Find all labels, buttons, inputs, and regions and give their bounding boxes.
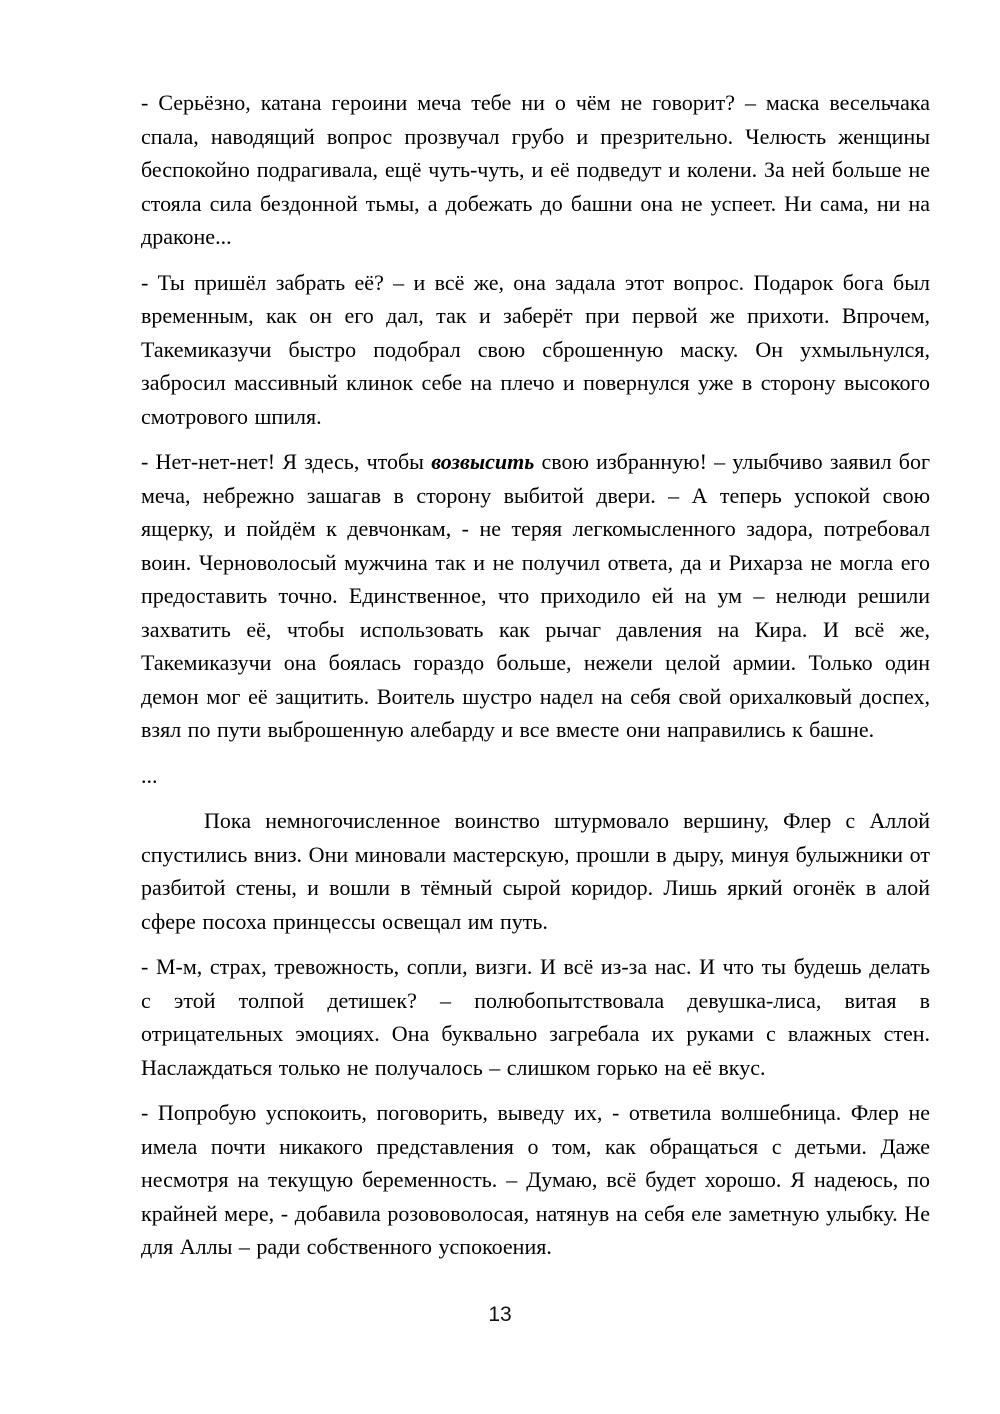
text-segment: свою избранную! – улыбчиво заявил бог меча, небрежно зашагав в сторону выбитой двери. – А теперь успокой свою ящерку, и пойдём к девчонкам, - не теряя легкомысленного задора, потребовал воин. Черноволосый мужчина так и не получил ответа, да и Рихарза не могла его предоставить точно. Единственное, что приходило ей на ум – нелюди решили захватить её, чтобы использовать как рычаг давления на Кира. И всё же, Такемиказучи она боялась гораздо больше, нежели целой армии. Только один демон мог её защитить. Воитель шустро надел на себя свой орихалковый доспех, взял по пути выброшенную алебарду и все вместе они направились к башне. [141, 449, 931, 742]
paragraph [141, 804, 930, 938]
text-segment: - М-м, страх, тревожность, сопли, визги. И всё из-за нас. И что ты будешь делать с этой толпой детишек? – полюбопытствовала девушка-лиса, витая в отрицательных эмоциях. Она буквально загребала их руками с влажных стен. Наслаждаться только не получалось – слишком горько на её вкус. [141, 954, 930, 1080]
document-content [141, 86, 930, 1276]
paragraph [141, 266, 930, 434]
page-number: 13 [488, 1303, 512, 1326]
text-segment: - Нет-нет-нет! Я здесь, чтобы [141, 449, 432, 474]
text-segment: - Серьёзно, катана героини меча тебе ни о чём не говорит? – маска весельчака спала, наводящий вопрос прозвучал грубо и презрительно. Челюсть женщины беспокойно подрагивала, ещё чуть-чуть, и её подведут и колени. За ней больше не стояла сила бездонной тьмы, а добежать до башни она не успеет. Ни сама, ни на драконе... [141, 90, 930, 249]
text-segment: - Ты пришёл забрать её? – и всё же, она задала этот вопрос. Подарок бога был временным, как он его дал, так и заберёт при первой же прихоти. Впрочем, Такемиказучи быстро подобрал свою сброшенную маску. Он ухмыльнулся, забросил массивный клинок себе на плечо и повернулся уже в сторону высокого смотрового шпиля. [141, 269, 930, 429]
paragraph [141, 86, 930, 254]
paragraph [141, 445, 930, 747]
text-segment: - Попробую успокоить, поговорить, выведу их, - ответила волшебница. Флер не имела почти никакого представления о том, как обращаться с детьми. Даже несмотря на текущую беременность. – Думаю, всё будет хорошо. Я надеюсь, по крайней мере, - добавила розововолосая, натянув на себя еле заметную улыбку. Не для Аллы – ради собственного успокоения. [141, 1100, 930, 1259]
paragraph [141, 950, 930, 1084]
paragraph [141, 1096, 930, 1264]
paragraph [141, 759, 930, 793]
text-segment: ... [141, 762, 158, 788]
text-segment: возвысить [431, 449, 535, 474]
text-segment: Пока немногочисленное воинство штурмовало вершину, Флер с Аллой спустились вниз. Они миновали мастерскую, прошли в дыру, минуя булыжники от разбитой стены, и вошли в тёмный сырой коридор. Лишь яркий огонёк в алой сфере посоха принцессы освещал им путь. [141, 808, 930, 934]
